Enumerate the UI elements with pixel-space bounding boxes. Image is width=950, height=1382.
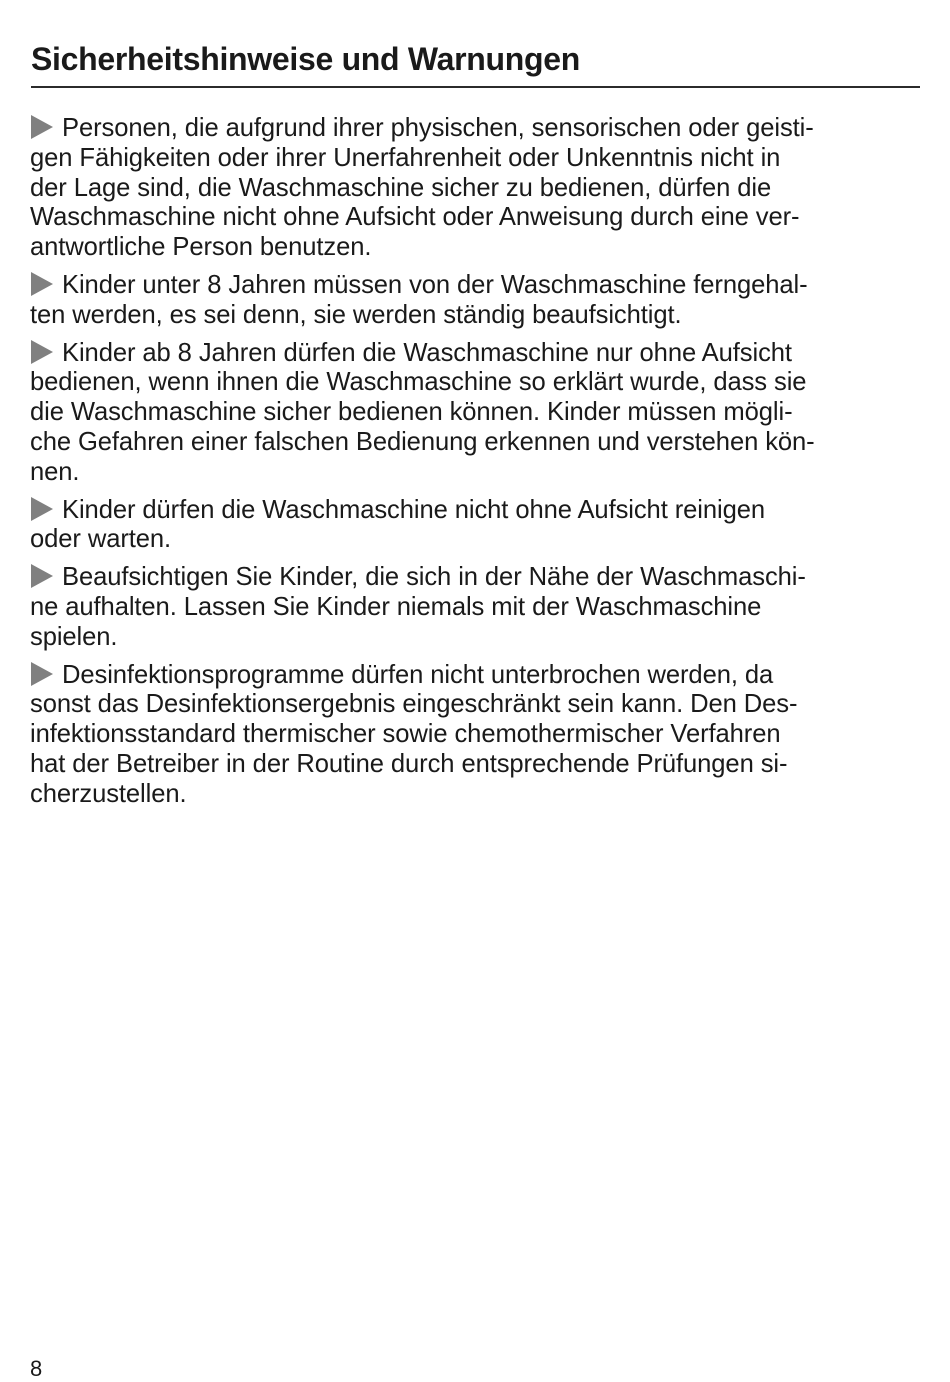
warning-item bbox=[30, 661, 915, 810]
triangle-right-icon bbox=[31, 115, 53, 139]
triangle-right-icon bbox=[31, 272, 53, 296]
page-number: 8 bbox=[30, 1356, 43, 1381]
warning-item bbox=[30, 114, 915, 263]
warning-text: Kinder unter 8 Jahren müssen von der Waschmaschine ferngehal- ten werden, es sei denn, sie werden ständig beaufsichtigt. bbox=[30, 270, 808, 329]
warning-text: Kinder ab 8 Jahren dürfen die Waschmaschine nur ohne Aufsicht bedienen, wenn ihnen die Waschmaschine so erklärt wurde, dass sie die Waschmaschine sicher bedienen können. Kinder müssen mögli- che Gefahren einer falschen Bedienung erkennen und verstehen kön- nen. bbox=[30, 338, 815, 486]
safety-warnings-list bbox=[30, 114, 915, 818]
warning-item bbox=[30, 496, 915, 556]
triangle-right-icon bbox=[31, 340, 53, 364]
triangle-right-icon bbox=[31, 564, 53, 588]
warning-item bbox=[30, 563, 915, 652]
page-header bbox=[31, 40, 920, 88]
warning-item bbox=[30, 339, 915, 488]
triangle-right-icon bbox=[31, 662, 53, 686]
warning-item bbox=[30, 271, 915, 331]
warning-text: Kinder dürfen die Waschmaschine nicht ohne Aufsicht reinigen oder warten. bbox=[30, 495, 765, 554]
triangle-right-icon bbox=[31, 497, 53, 521]
warning-text: Beaufsichtigen Sie Kinder, die sich in der Nähe der Waschmaschi- ne aufhalten. Lassen Sie Kinder niemals mit der Waschmaschine spielen. bbox=[30, 563, 806, 651]
warning-text: Desinfektionsprogramme dürfen nicht unterbrochen werden, da sonst das Desinfektionsergebnis eingeschränkt sein kann. Den Des- infektionsstandard thermischer sowie chemothermischer Verfahren hat der Betreiber in der Routine durch entsprechende Prüfungen si- cherzustellen. bbox=[30, 660, 798, 808]
page-title: Sicherheitshinweise und Warnungen bbox=[31, 41, 580, 77]
warning-text: Personen, die aufgrund ihrer physischen, sensorischen oder geisti- gen Fähigkeiten oder ihrer Unerfahrenheit oder Unkenntnis nicht in der Lage sind, die Waschmaschine sicher zu bedienen, dürfen die Waschmaschine nicht ohne Aufsicht oder Anweisung durch eine ver- antwortliche Person benutzen. bbox=[30, 114, 814, 262]
